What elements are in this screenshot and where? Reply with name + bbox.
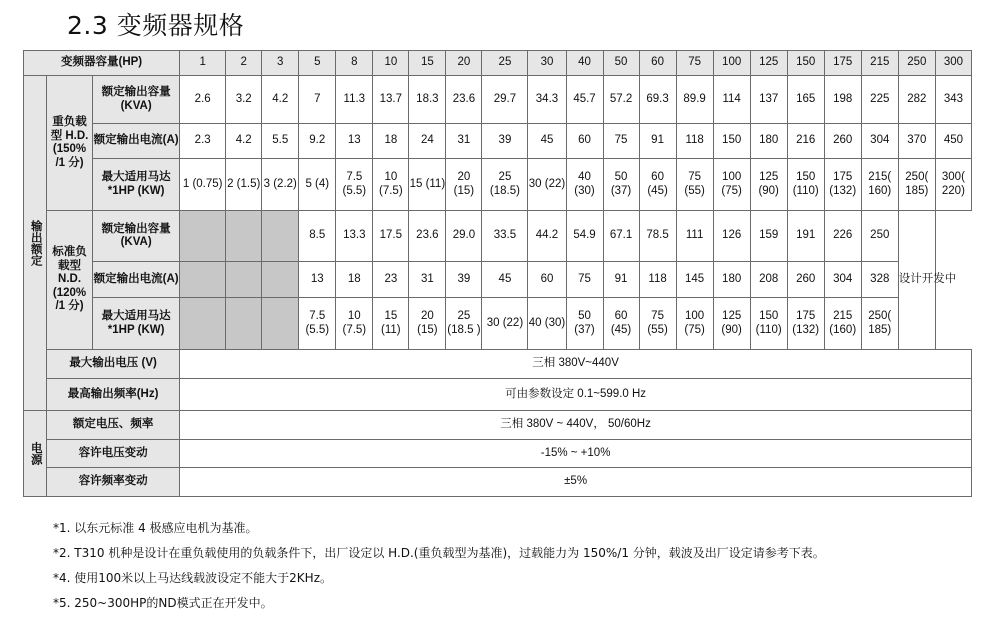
hd-kva-cell: 57.2 <box>603 76 639 124</box>
hd-motor-cell: 175 (132) <box>824 159 861 211</box>
footnote-2: *2. T310 机种是设计在重负载使用的负载条件下，出厂设定以 H.D.(重负载型为基准)，过载能力为 150%/1 分钟，载波及出厂设定请参考下表。 <box>53 546 825 560</box>
hp-cell: 215 <box>861 51 898 76</box>
hd-current-cell: 450 <box>935 124 971 159</box>
hd-motor-cell: 300( 220) <box>935 159 971 211</box>
max-voltage-value: 三相 380V~440V <box>180 350 972 379</box>
hd-current-cell: 260 <box>824 124 861 159</box>
hd-kva-label: 额定输出容量 (KVA) <box>93 76 180 124</box>
rated-vf-value: 三相 380V ~ 440V， 50/60Hz <box>180 411 972 440</box>
hp-cell: 250 <box>898 51 935 76</box>
nd-kva-cell: 44.2 <box>528 211 566 262</box>
hd-kva-cell: 18.3 <box>409 76 446 124</box>
hd-current-cell: 24 <box>409 124 446 159</box>
hd-motor-cell: 50 (37) <box>603 159 639 211</box>
hd-current-cell: 5.5 <box>262 124 299 159</box>
nd-motor-cell: 75 (55) <box>639 298 676 350</box>
nd-current-row <box>24 262 972 298</box>
hd-motor-cell: 125 (90) <box>750 159 787 211</box>
hd-kva-cell: 13.7 <box>373 76 409 124</box>
nd-motor-cell: 150 (110) <box>750 298 787 350</box>
hp-cell: 175 <box>824 51 861 76</box>
nd-motor-cell: 30 (22) <box>482 298 528 350</box>
hd-motor-cell: 3 (2.2) <box>262 159 299 211</box>
nd-kva-cell: 54.9 <box>566 211 603 262</box>
nd-motor-cell: 215 (160) <box>824 298 861 350</box>
nd-kva-cell: 29.0 <box>446 211 482 262</box>
hp-cell: 300 <box>935 51 971 76</box>
hd-kva-cell: 45.7 <box>566 76 603 124</box>
nd-empty-cell <box>262 298 299 350</box>
nd-kva-label: 额定输出容量 (KVA) <box>93 211 180 262</box>
nd-empty-cell <box>180 298 226 350</box>
nd-kva-cell: 226 <box>824 211 861 262</box>
footnotes <box>53 516 825 616</box>
nd-kva-row <box>24 211 972 262</box>
hd-current-cell: 180 <box>750 124 787 159</box>
hp-cell: 25 <box>482 51 528 76</box>
page-title: 2.3 变频器规格 <box>67 11 245 40</box>
nd-kva-cell: 23.6 <box>409 211 446 262</box>
nd-kva-cell: 33.5 <box>482 211 528 262</box>
hd-kva-cell: 282 <box>898 76 935 124</box>
nd-current-cell: 23 <box>373 262 409 298</box>
hd-kva-cell: 114 <box>713 76 750 124</box>
nd-motor-cell: 40 (30) <box>528 298 566 350</box>
hp-cell: 125 <box>750 51 787 76</box>
hd-current-cell: 13 <box>336 124 373 159</box>
nd-motor-cell: 25 (18.5 ) <box>446 298 482 350</box>
nd-empty-cell <box>180 211 226 262</box>
nd-empty-cell <box>226 211 262 262</box>
hd-current-row <box>24 124 972 159</box>
hd-kva-cell: 343 <box>935 76 971 124</box>
freq-var-row <box>24 468 972 497</box>
hd-motor-cell: 100 (75) <box>713 159 750 211</box>
nd-motor-cell: 50 (37) <box>566 298 603 350</box>
hd-motor-cell: 25 (18.5) <box>482 159 528 211</box>
nd-empty-cell <box>262 211 299 262</box>
volt-var-label: 容许电压变动 <box>47 440 180 468</box>
hp-cell: 30 <box>528 51 566 76</box>
hd-kva-cell: 29.7 <box>482 76 528 124</box>
hd-kva-cell: 137 <box>750 76 787 124</box>
hp-cell: 60 <box>639 51 676 76</box>
hd-motor-cell: 40 (30) <box>566 159 603 211</box>
hd-kva-cell: 2.6 <box>180 76 226 124</box>
hp-cell: 3 <box>262 51 299 76</box>
volt-var-value: -15% ~ +10% <box>180 440 972 468</box>
hd-kva-cell: 23.6 <box>446 76 482 124</box>
hd-motor-cell: 7.5 (5.5) <box>336 159 373 211</box>
nd-kva-cell: 191 <box>787 211 824 262</box>
hd-current-cell: 118 <box>676 124 713 159</box>
hd-current-cell: 216 <box>787 124 824 159</box>
max-freq-label: 最高输出频率(Hz) <box>47 379 180 411</box>
nd-motor-label: 最大适用马达*1HP (KW) <box>93 298 180 350</box>
max-voltage-label: 最大输出电压 (V) <box>47 350 180 379</box>
nd-kva-cell: 67.1 <box>603 211 639 262</box>
power-section-label: 电源 <box>24 411 47 497</box>
nd-motor-cell: 250( 185) <box>861 298 898 350</box>
freq-var-label: 容许频率变动 <box>47 468 180 497</box>
hp-cell: 5 <box>299 51 336 76</box>
nd-group-label: 标准负载型 N.D. (120% /1 分) <box>47 211 93 350</box>
hp-cell: 8 <box>336 51 373 76</box>
nd-current-cell: 18 <box>336 262 373 298</box>
hd-motor-cell: 10 (7.5) <box>373 159 409 211</box>
nd-current-cell: 145 <box>676 262 713 298</box>
hd-current-cell: 31 <box>446 124 482 159</box>
nd-current-cell: 75 <box>566 262 603 298</box>
nd-kva-cell: 17.5 <box>373 211 409 262</box>
rated-vf-label: 额定电压、频率 <box>47 411 180 440</box>
max-freq-row <box>24 379 972 411</box>
nd-current-cell: 118 <box>639 262 676 298</box>
hd-motor-label: 最大适用马达*1HP (KW) <box>93 159 180 211</box>
hd-kva-cell: 34.3 <box>528 76 566 124</box>
footnote-4: *4. 使用100米以上马达线载波设定不能大于2KHz。 <box>53 571 332 585</box>
nd-kva-cell: 250 <box>861 211 898 262</box>
hd-current-cell: 4.2 <box>226 124 262 159</box>
nd-current-cell: 328 <box>861 262 898 298</box>
hd-motor-cell: 15 (11) <box>409 159 446 211</box>
hd-kva-cell: 225 <box>861 76 898 124</box>
rated-vf-row <box>24 411 972 440</box>
footnote-1: *1. 以东元标准 4 极感应电机为基准。 <box>53 521 258 535</box>
nd-current-cell: 91 <box>603 262 639 298</box>
hd-current-cell: 75 <box>603 124 639 159</box>
hd-motor-row <box>24 159 972 211</box>
hp-cell: 2 <box>226 51 262 76</box>
nd-kva-cell: 78.5 <box>639 211 676 262</box>
capacity-label: 变频器容量(HP) <box>24 51 180 76</box>
nd-current-cell: 304 <box>824 262 861 298</box>
nd-kva-cell: 13.3 <box>336 211 373 262</box>
nd-motor-cell: 7.5 (5.5) <box>299 298 336 350</box>
hd-kva-cell: 3.2 <box>226 76 262 124</box>
hp-cell: 20 <box>446 51 482 76</box>
nd-kva-cell: 159 <box>750 211 787 262</box>
freq-var-value: ±5% <box>180 468 972 497</box>
hd-kva-cell: 7 <box>299 76 336 124</box>
hp-cell: 100 <box>713 51 750 76</box>
nd-current-cell: 260 <box>787 262 824 298</box>
hd-motor-cell: 60 (45) <box>639 159 676 211</box>
hd-group-label: 重负载型 H.D. (150% /1 分) <box>47 76 93 211</box>
nd-kva-cell: 111 <box>676 211 713 262</box>
hp-cell: 50 <box>603 51 639 76</box>
hd-motor-cell: 20 (15) <box>446 159 482 211</box>
hd-current-cell: 39 <box>482 124 528 159</box>
hd-motor-cell: 75 (55) <box>676 159 713 211</box>
hd-current-cell: 2.3 <box>180 124 226 159</box>
hd-motor-cell: 5 (4) <box>299 159 336 211</box>
hd-kva-cell: 89.9 <box>676 76 713 124</box>
hp-cell: 40 <box>566 51 603 76</box>
footnote-5: *5. 250~300HP的ND模式正在开发中。 <box>53 596 273 610</box>
hd-current-cell: 60 <box>566 124 603 159</box>
hd-kva-cell: 165 <box>787 76 824 124</box>
hd-motor-cell: 30 (22) <box>528 159 566 211</box>
spec-table <box>23 50 972 497</box>
nd-empty-cell <box>226 298 262 350</box>
hd-kva-cell: 11.3 <box>336 76 373 124</box>
hd-kva-cell: 4.2 <box>262 76 299 124</box>
nd-motor-cell: 175 (132) <box>787 298 824 350</box>
nd-dev-text: 设计开发中 <box>898 273 957 286</box>
hp-cell: 10 <box>373 51 409 76</box>
hd-motor-cell: 215( 160) <box>861 159 898 211</box>
max-voltage-row <box>24 350 972 379</box>
hd-current-label: 额定输出电流(A) <box>93 124 180 159</box>
nd-empty-cell <box>262 262 299 298</box>
nd-motor-cell: 15 (11) <box>373 298 409 350</box>
hd-kva-cell: 198 <box>824 76 861 124</box>
nd-current-cell: 31 <box>409 262 446 298</box>
hp-cell: 15 <box>409 51 446 76</box>
capacity-row <box>24 51 972 76</box>
hp-cell: 75 <box>676 51 713 76</box>
nd-current-cell: 60 <box>528 262 566 298</box>
hd-current-cell: 45 <box>528 124 566 159</box>
output-section-label: 输出额定 <box>24 76 47 411</box>
hd-current-cell: 91 <box>639 124 676 159</box>
nd-kva-cell: 8.5 <box>299 211 336 262</box>
hp-cell: 150 <box>787 51 824 76</box>
nd-motor-cell: 10 (7.5) <box>336 298 373 350</box>
hd-current-cell: 18 <box>373 124 409 159</box>
hd-current-cell: 370 <box>898 124 935 159</box>
nd-current-label: 额定输出电流(A) <box>93 262 180 298</box>
nd-motor-row <box>24 298 972 350</box>
hd-current-cell: 304 <box>861 124 898 159</box>
hd-motor-cell: 1 (0.75) <box>180 159 226 211</box>
hd-motor-cell: 150 (110) <box>787 159 824 211</box>
hd-motor-cell: 250( 185) <box>898 159 935 211</box>
max-freq-value: 可由参数设定 0.1~599.0 Hz <box>180 379 972 411</box>
nd-current-cell: 45 <box>482 262 528 298</box>
nd-motor-cell: 100 (75) <box>676 298 713 350</box>
nd-empty-cell <box>226 262 262 298</box>
nd-motor-cell: 20 (15) <box>409 298 446 350</box>
hd-current-cell: 150 <box>713 124 750 159</box>
nd-dev-cell <box>898 211 957 350</box>
hd-kva-row <box>24 76 972 124</box>
nd-motor-cell: 60 (45) <box>603 298 639 350</box>
hd-motor-cell: 2 (1.5) <box>226 159 262 211</box>
hd-kva-cell: 69.3 <box>639 76 676 124</box>
nd-motor-cell: 125 (90) <box>713 298 750 350</box>
nd-current-cell: 39 <box>446 262 482 298</box>
hp-cell: 1 <box>180 51 226 76</box>
volt-var-row <box>24 440 972 468</box>
hd-current-cell: 9.2 <box>299 124 336 159</box>
nd-current-cell: 180 <box>713 262 750 298</box>
nd-empty-cell <box>180 262 226 298</box>
nd-current-cell: 13 <box>299 262 336 298</box>
nd-current-cell: 208 <box>750 262 787 298</box>
nd-kva-cell: 126 <box>713 211 750 262</box>
